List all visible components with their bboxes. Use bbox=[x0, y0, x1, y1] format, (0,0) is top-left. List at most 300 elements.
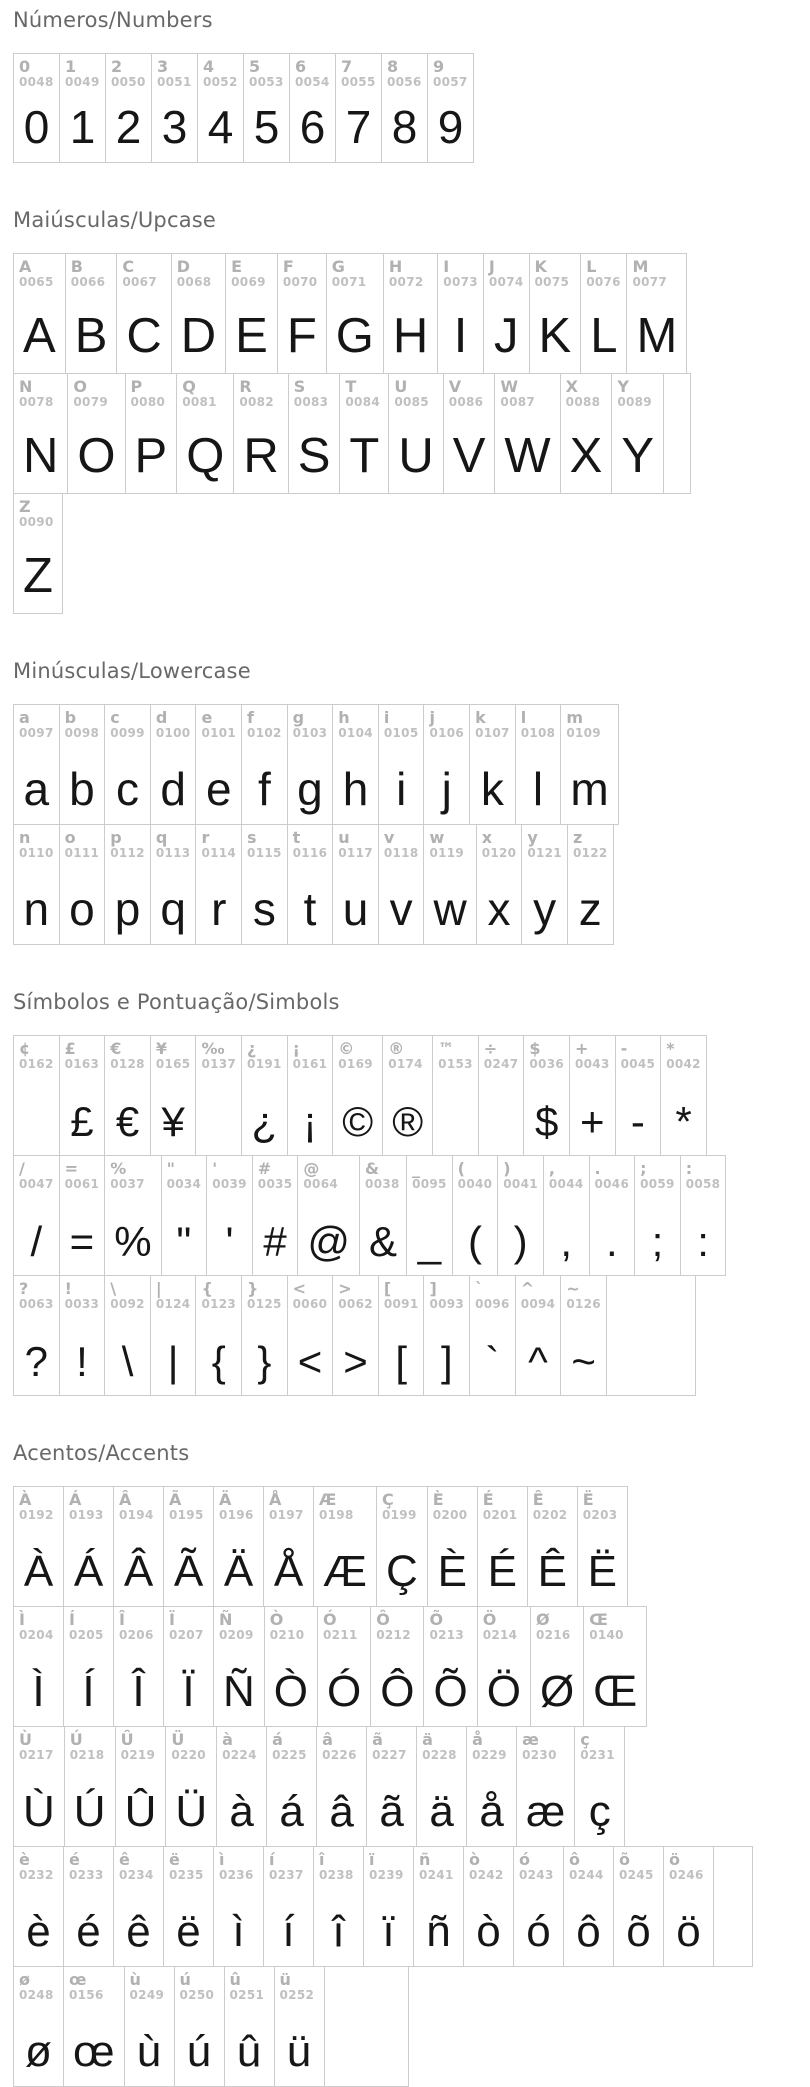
mini-char: Ê bbox=[532, 1490, 544, 1509]
mini-char: ü bbox=[279, 1970, 291, 1989]
glyph: " bbox=[176, 1218, 192, 1265]
mini-char: $ bbox=[529, 1039, 541, 1058]
glyph: @ bbox=[307, 1218, 351, 1265]
mini-char: , bbox=[548, 1159, 555, 1178]
mini-char: w bbox=[429, 828, 445, 847]
mini-char: b bbox=[64, 708, 77, 727]
mini-char: C bbox=[122, 257, 135, 276]
unicode-code: 0101 bbox=[201, 725, 237, 740]
mini-char: [ bbox=[383, 1279, 392, 1298]
glyph: _ bbox=[417, 1218, 442, 1265]
glyph: © bbox=[342, 1098, 374, 1145]
unicode-code: 0251 bbox=[229, 1987, 265, 2002]
empty-cell bbox=[324, 1966, 409, 2087]
unicode-code: 0252 bbox=[279, 1987, 315, 2002]
mini-char: Ì bbox=[19, 1610, 25, 1629]
cell-label bbox=[514, 1847, 563, 1882]
char-table bbox=[13, 253, 810, 613]
glyph: O bbox=[77, 429, 116, 483]
unicode-code: 0235 bbox=[169, 1867, 204, 1882]
mini-char: Ä bbox=[219, 1490, 232, 1509]
unicode-code: 0115 bbox=[247, 845, 282, 860]
mini-char: F bbox=[282, 257, 294, 276]
glyph: V bbox=[452, 429, 486, 483]
cell-label bbox=[66, 254, 117, 289]
char-cell-0114 bbox=[195, 824, 242, 945]
cell-label bbox=[333, 825, 378, 860]
char-cell-0090 bbox=[13, 493, 63, 614]
char-row bbox=[13, 1846, 752, 1966]
unicode-code: 0169 bbox=[338, 1056, 373, 1071]
unicode-code: 0039 bbox=[212, 1176, 247, 1191]
glyph: û bbox=[236, 2027, 262, 2076]
glyph: œ bbox=[73, 2027, 115, 2076]
char-cell-0109 bbox=[560, 704, 618, 825]
char-cell-0058 bbox=[680, 1155, 727, 1276]
glyph: Å bbox=[273, 1547, 304, 1596]
glyph: \ bbox=[121, 1338, 134, 1385]
unicode-code: 0096 bbox=[475, 1296, 510, 1311]
cell-label bbox=[105, 705, 150, 740]
cell-label bbox=[544, 1156, 589, 1191]
cell-label bbox=[164, 1487, 213, 1522]
mini-char: % bbox=[110, 1159, 127, 1178]
cell-label bbox=[433, 1036, 478, 1071]
cell-label bbox=[530, 254, 581, 289]
unicode-code: 0248 bbox=[19, 1987, 54, 2002]
mini-char: R bbox=[239, 377, 252, 396]
section-title: Números/Numbers bbox=[13, 8, 213, 32]
glyph: j bbox=[441, 763, 452, 815]
char-cell-0115 bbox=[241, 824, 288, 945]
mini-char: + bbox=[575, 1039, 589, 1058]
glyph: 5 bbox=[253, 101, 280, 153]
glyph bbox=[664, 378, 690, 493]
unicode-code: 0054 bbox=[295, 74, 330, 89]
unicode-code: 0045 bbox=[620, 1056, 656, 1071]
glyph: Û bbox=[124, 1787, 157, 1836]
unicode-code: 0117 bbox=[338, 845, 373, 860]
mini-char: J bbox=[488, 257, 495, 276]
char-row bbox=[13, 1035, 706, 1155]
char-cell-0210 bbox=[264, 1606, 318, 1727]
section-title: Minúsculas/Lowercase bbox=[13, 659, 251, 683]
unicode-code: 0218 bbox=[69, 1747, 105, 1762]
glyph bbox=[433, 1071, 478, 1155]
cell-label bbox=[126, 374, 177, 409]
unicode-code: 0093 bbox=[429, 1296, 465, 1311]
cell-label bbox=[68, 374, 124, 409]
cell-label bbox=[522, 825, 567, 860]
glyph: ì bbox=[232, 1907, 245, 1956]
char-cell-0064 bbox=[297, 1155, 360, 1276]
mini-char: P bbox=[130, 377, 143, 396]
char-cell-0089 bbox=[611, 373, 664, 494]
char-cell-0219 bbox=[115, 1726, 167, 1847]
char-cell-0036 bbox=[523, 1035, 570, 1156]
mini-char: © bbox=[338, 1039, 355, 1058]
glyph: 1 bbox=[69, 101, 96, 153]
unicode-code: 0209 bbox=[219, 1627, 254, 1642]
unicode-code: 0113 bbox=[155, 845, 191, 860]
glyph bbox=[479, 1071, 524, 1155]
unicode-code: 0066 bbox=[70, 274, 106, 289]
glyph: ¿ bbox=[251, 1098, 278, 1145]
cell-label bbox=[234, 374, 287, 409]
glyph: 4 bbox=[207, 101, 234, 153]
cell-label bbox=[516, 1276, 561, 1311]
cell-label bbox=[333, 1036, 382, 1071]
mini-char: é bbox=[69, 1850, 80, 1869]
mini-char: Æ bbox=[319, 1490, 337, 1509]
glyph: Ö bbox=[486, 1667, 521, 1716]
char-cell-0087 bbox=[494, 373, 560, 494]
mini-char: ; bbox=[640, 1159, 647, 1178]
glyph-section-symbols bbox=[13, 990, 810, 1395]
unicode-code: 0070 bbox=[282, 274, 318, 289]
char-cell-0076 bbox=[580, 253, 627, 374]
mini-char: ÷ bbox=[483, 1039, 498, 1058]
char-cell-0193 bbox=[63, 1486, 114, 1607]
char-cell-0055 bbox=[335, 53, 382, 163]
glyph: P bbox=[134, 429, 168, 483]
glyph: L bbox=[590, 309, 618, 363]
char-cell-0227 bbox=[366, 1726, 417, 1847]
glyph: Q bbox=[186, 429, 225, 483]
unicode-code: 0202 bbox=[532, 1507, 568, 1522]
cell-label bbox=[379, 1276, 424, 1311]
char-cell-0099 bbox=[104, 704, 151, 825]
glyph: ã bbox=[379, 1787, 404, 1836]
char-cell-0104 bbox=[332, 704, 379, 825]
glyph: , bbox=[560, 1218, 573, 1265]
mini-char: s bbox=[247, 828, 257, 847]
glyph: Y bbox=[621, 429, 655, 483]
mini-char: ñ bbox=[419, 1850, 431, 1869]
cell-label bbox=[612, 374, 663, 409]
char-cell-0063 bbox=[13, 1275, 60, 1396]
char-cell-0066 bbox=[65, 253, 118, 374]
cell-label bbox=[106, 54, 151, 89]
mini-char: ê bbox=[119, 1850, 130, 1869]
glyph: n bbox=[23, 883, 50, 935]
glyph: K bbox=[538, 309, 572, 363]
char-cell-0126 bbox=[560, 1275, 607, 1396]
unicode-code: 0060 bbox=[292, 1296, 328, 1311]
mini-char: € bbox=[110, 1039, 122, 1058]
unicode-code: 0063 bbox=[19, 1296, 54, 1311]
unicode-code: 0219 bbox=[120, 1747, 156, 1762]
mini-char: ] bbox=[429, 1279, 437, 1298]
cell-label bbox=[288, 1036, 333, 1071]
char-cell-0046 bbox=[589, 1155, 636, 1276]
mini-char: * bbox=[666, 1039, 675, 1058]
unicode-code: 0174 bbox=[388, 1056, 423, 1071]
char-cell-0083 bbox=[288, 373, 341, 494]
unicode-code: 0048 bbox=[19, 74, 54, 89]
glyph: y bbox=[533, 883, 557, 935]
char-cell-0043 bbox=[569, 1035, 616, 1156]
mini-char: H bbox=[388, 257, 403, 276]
cell-label bbox=[151, 825, 196, 860]
cell-label bbox=[65, 1727, 115, 1762]
cell-label bbox=[14, 1487, 63, 1522]
glyph: r bbox=[211, 883, 227, 935]
mini-char: - bbox=[620, 1039, 628, 1058]
cell-label bbox=[60, 54, 105, 89]
unicode-code: 0085 bbox=[394, 394, 429, 409]
char-cell-0205 bbox=[63, 1606, 114, 1727]
cell-label bbox=[314, 1487, 376, 1522]
cell-label bbox=[424, 1607, 476, 1642]
char-cell-0057 bbox=[427, 53, 474, 163]
unicode-code: 0126 bbox=[566, 1296, 601, 1311]
char-cell-0203 bbox=[577, 1486, 628, 1607]
char-cell-0125 bbox=[241, 1275, 288, 1396]
mini-char: _ bbox=[412, 1159, 421, 1178]
char-cell-0061 bbox=[59, 1155, 106, 1276]
char-cell-0096 bbox=[469, 1275, 516, 1396]
unicode-code: 0206 bbox=[119, 1627, 154, 1642]
glyph: £ bbox=[70, 1098, 94, 1145]
char-cell-0054 bbox=[289, 53, 336, 163]
cell-label bbox=[14, 1607, 63, 1642]
cell-label bbox=[561, 1276, 606, 1311]
glyph: # bbox=[263, 1218, 287, 1265]
unicode-code: 0243 bbox=[519, 1867, 554, 1882]
glyph: G bbox=[335, 309, 374, 363]
unicode-code: 0210 bbox=[269, 1627, 305, 1642]
unicode-code: 0081 bbox=[182, 394, 217, 409]
char-cell-0247 bbox=[478, 1035, 525, 1156]
unicode-code: 0097 bbox=[19, 725, 54, 740]
glyph: W bbox=[504, 429, 551, 483]
mini-char: Ú bbox=[69, 1730, 83, 1749]
cell-label bbox=[578, 1487, 627, 1522]
unicode-code: 0203 bbox=[582, 1507, 618, 1522]
unicode-code: 0201 bbox=[482, 1507, 518, 1522]
char-cell-0202 bbox=[527, 1486, 578, 1607]
unicode-code: 0104 bbox=[338, 725, 373, 740]
mini-char: ¢ bbox=[19, 1039, 31, 1058]
unicode-code: 0244 bbox=[569, 1867, 604, 1882]
cell-label bbox=[64, 1847, 113, 1882]
cell-label bbox=[253, 1156, 298, 1191]
char-cell-0092 bbox=[104, 1275, 151, 1396]
glyph: ø bbox=[25, 2027, 52, 2076]
unicode-code: 0229 bbox=[472, 1747, 507, 1762]
glyph: Ï bbox=[182, 1667, 195, 1716]
unicode-code: 0034 bbox=[166, 1176, 202, 1191]
mini-char: M bbox=[632, 257, 649, 276]
mini-char: & bbox=[365, 1159, 379, 1178]
mini-char: œ bbox=[69, 1970, 87, 1989]
char-cell-0071 bbox=[326, 253, 384, 374]
glyph: | bbox=[167, 1338, 179, 1385]
glyph: - bbox=[630, 1098, 645, 1145]
cell-label bbox=[177, 374, 233, 409]
cell-label bbox=[242, 825, 287, 860]
unicode-code: 0082 bbox=[239, 394, 274, 409]
mini-char: ô bbox=[569, 1850, 580, 1869]
mini-char: Ç bbox=[382, 1490, 394, 1509]
glyph: E bbox=[235, 309, 268, 363]
mini-char: Y bbox=[617, 377, 629, 396]
unicode-code: 0205 bbox=[69, 1627, 104, 1642]
glyph: ê bbox=[126, 1907, 151, 1956]
glyph-section-numbers bbox=[13, 8, 810, 162]
glyph: å bbox=[479, 1787, 504, 1836]
unicode-code: 0098 bbox=[64, 725, 100, 740]
char-cell-0051 bbox=[151, 53, 198, 163]
char-cell-0035 bbox=[252, 1155, 299, 1276]
mini-char: Ï bbox=[169, 1610, 175, 1629]
cell-label bbox=[116, 1727, 166, 1762]
mini-char: à bbox=[222, 1730, 233, 1749]
unicode-code: 0156 bbox=[69, 1987, 104, 2002]
mini-char: > bbox=[338, 1279, 352, 1298]
mini-char: ~ bbox=[566, 1279, 580, 1298]
glyph: Á bbox=[73, 1547, 104, 1596]
glyph: Ô bbox=[380, 1667, 415, 1716]
cell-label bbox=[125, 1967, 174, 2002]
section-title: Maiúsculas/Upcase bbox=[13, 208, 217, 232]
cell-label bbox=[225, 1967, 274, 2002]
char-cell-0124 bbox=[150, 1275, 197, 1396]
char-cell-0212 bbox=[370, 1606, 424, 1727]
mini-char: / bbox=[19, 1159, 25, 1178]
mini-char: = bbox=[64, 1159, 79, 1178]
char-row bbox=[13, 704, 618, 824]
unicode-code: 0035 bbox=[257, 1176, 293, 1191]
cell-label bbox=[635, 1156, 680, 1191]
glyph: Î bbox=[132, 1667, 145, 1716]
unicode-code: 0212 bbox=[376, 1627, 411, 1642]
glyph: $ bbox=[535, 1098, 559, 1145]
unicode-code: 0033 bbox=[64, 1296, 100, 1311]
mini-char: Ñ bbox=[219, 1610, 233, 1629]
glyph: à bbox=[229, 1787, 254, 1836]
cell-label bbox=[196, 825, 241, 860]
glyph: È bbox=[437, 1547, 467, 1596]
unicode-code: 0162 bbox=[19, 1056, 54, 1071]
mini-char: Å bbox=[269, 1490, 282, 1509]
glyph: 0 bbox=[23, 101, 50, 153]
unicode-code: 0044 bbox=[548, 1176, 584, 1191]
unicode-code: 0119 bbox=[429, 845, 465, 860]
mini-char: ö bbox=[669, 1850, 680, 1869]
cell-label bbox=[64, 1607, 113, 1642]
mini-char: 7 bbox=[341, 57, 353, 76]
cell-label bbox=[288, 705, 333, 740]
char-cell-0037 bbox=[104, 1155, 161, 1276]
cell-label bbox=[214, 1487, 263, 1522]
cell-label bbox=[495, 374, 559, 409]
cell-label bbox=[467, 1727, 516, 1762]
mini-char: A bbox=[19, 257, 32, 276]
glyph: + bbox=[580, 1098, 605, 1145]
unicode-code: 0079 bbox=[73, 394, 108, 409]
unicode-code: 0227 bbox=[372, 1747, 407, 1762]
glyph: ä bbox=[429, 1787, 454, 1836]
cell-label bbox=[384, 254, 437, 289]
char-cell-0251 bbox=[224, 1966, 275, 2087]
unicode-code: 0073 bbox=[443, 274, 478, 289]
mini-char: l bbox=[520, 708, 527, 727]
glyph: Â bbox=[123, 1547, 154, 1596]
cell-label bbox=[371, 1607, 423, 1642]
glyph: Ç bbox=[386, 1547, 418, 1596]
glyph: o bbox=[69, 883, 95, 935]
cell-label bbox=[265, 1607, 317, 1642]
char-cell-0233 bbox=[63, 1846, 114, 1967]
mini-char: S bbox=[293, 377, 306, 396]
unicode-code: 0092 bbox=[110, 1296, 145, 1311]
char-cell-0137 bbox=[195, 1035, 242, 1156]
cell-label bbox=[151, 705, 196, 740]
glyph: ® bbox=[392, 1098, 424, 1145]
char-cell-0080 bbox=[125, 373, 178, 494]
char-cell-0228 bbox=[416, 1726, 467, 1847]
cell-label bbox=[117, 254, 170, 289]
mini-char: Â bbox=[119, 1490, 132, 1509]
unicode-code: 0120 bbox=[481, 845, 517, 860]
char-cell-0246 bbox=[663, 1846, 714, 1967]
mini-char: < bbox=[292, 1279, 307, 1298]
cell-label bbox=[290, 54, 335, 89]
cell-label bbox=[367, 1727, 416, 1762]
cell-label bbox=[681, 1156, 726, 1191]
cell-label bbox=[114, 1487, 163, 1522]
mini-char: q bbox=[155, 828, 168, 847]
cell-label bbox=[242, 1036, 287, 1071]
cell-label bbox=[14, 374, 67, 409]
glyph: Ò bbox=[273, 1667, 309, 1716]
cell-label bbox=[114, 1847, 163, 1882]
mini-char: a bbox=[19, 708, 30, 727]
mini-char: 4 bbox=[203, 57, 215, 76]
cell-label bbox=[14, 1156, 59, 1191]
char-row bbox=[13, 1275, 695, 1395]
char-cell-0156 bbox=[63, 1966, 125, 2087]
char-cell-0068 bbox=[171, 253, 226, 374]
unicode-code: 0239 bbox=[369, 1867, 404, 1882]
unicode-code: 0049 bbox=[65, 74, 100, 89]
mini-char: å bbox=[472, 1730, 483, 1749]
mini-char: î bbox=[319, 1850, 325, 1869]
unicode-code: 0118 bbox=[383, 845, 419, 860]
mini-char: ë bbox=[169, 1850, 180, 1869]
section-title: Símbolos e Pontuação/Simbols bbox=[13, 990, 340, 1014]
char-cell-0094 bbox=[515, 1275, 562, 1396]
char-cell-0209 bbox=[213, 1606, 265, 1727]
char-cell-0105 bbox=[378, 704, 425, 825]
glyph: F bbox=[286, 309, 317, 363]
unicode-code: 0053 bbox=[249, 74, 284, 89]
cell-label bbox=[407, 1156, 452, 1191]
unicode-code: 0198 bbox=[319, 1507, 354, 1522]
glyph: = bbox=[69, 1218, 95, 1265]
unicode-code: 0249 bbox=[129, 1987, 165, 2002]
cell-label bbox=[581, 254, 626, 289]
cell-label bbox=[389, 374, 442, 409]
glyph: t bbox=[303, 883, 317, 935]
cell-label bbox=[470, 1276, 515, 1311]
unicode-code: 0087 bbox=[500, 394, 536, 409]
char-cell-0213 bbox=[423, 1606, 477, 1727]
glyph: b bbox=[69, 763, 95, 815]
char-cell-0056 bbox=[381, 53, 428, 163]
